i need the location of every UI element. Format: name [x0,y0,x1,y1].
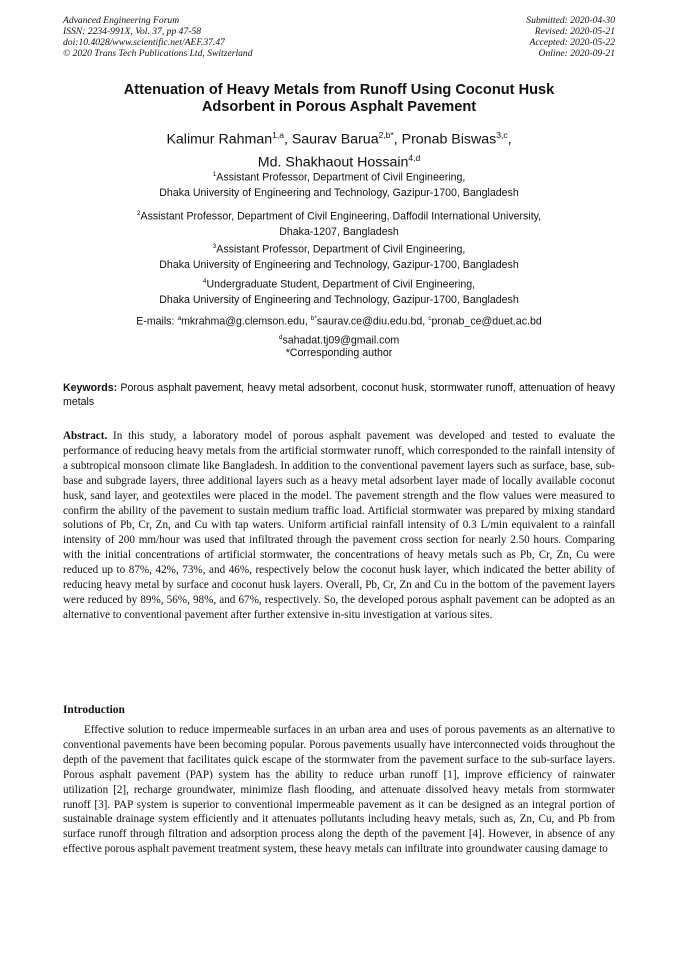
affiliation-sup: 4 [202,278,207,285]
affiliation-4 [40,274,638,308]
author-list: Kalimur Rahman$^{1,a}$, Saurav Barua$^{2,b*}$, Pronab Biswas$^{3,c}$, Md. Shakhaout Hossain$^{4,d}$ [166,130,512,171]
paper-title-line2: Adsorbent in Porous Asphalt Pavement [201,99,477,115]
email-sup: d [278,333,283,341]
keywords-section [63,381,615,409]
affiliation-sup: 3 [212,243,217,250]
keywords-text: Porous asphalt pavement, heavy metal adsorbent, coconut husk, stormwater runoff, attenuation of heavy metals [63,382,615,408]
affiliation-3 [40,239,638,273]
affiliation-line: Assistant Professor, Department of Civil Engineering, [216,243,466,256]
author-separator: , [393,131,402,148]
journal-name: Advanced Engineering Forum [63,15,180,26]
author-sup: 1,a [272,130,284,140]
author-name: Pronab Biswas [401,131,497,148]
author-name: Saurav Barua [291,131,379,148]
affiliation-sup: 2 [136,210,141,217]
abstract-section [63,429,615,623]
paper-title [60,82,618,116]
email-address[interactable]: saurav.ce@diu.edu.bd, [316,315,429,328]
section-heading-introduction: Introduction [63,704,125,716]
date-revised: Revised: 2020-05-21 [534,26,615,37]
affiliation-line: Assistant Professor, Department of Civil Engineering, [216,171,466,184]
affiliation-1 [40,167,638,201]
author-sup: 2,b* [378,130,394,140]
affiliation-line: Assistant Professor, Department of Civil Engineering, Daffodil International University, [140,210,542,223]
email-sup: b* [310,315,317,322]
affiliation-sup: 1 [212,171,217,178]
affiliation-line: Dhaka-1207, Bangladesh [279,225,399,238]
author-name: Md. Shakhaout Hossain [257,154,409,171]
date-submitted: Submitted: 2020-04-30 [526,15,615,26]
paper-title-line1: Attenuation of Heavy Metals from Runoff Using Coconut Husk [123,82,555,98]
affiliation-line: Dhaka University of Engineering and Technology, Gazipur-1700, Bangladesh [159,186,519,199]
affiliation-2 [40,206,638,240]
email-address[interactable]: mkrahma@g.clemson.edu, [181,315,311,328]
date-accepted: Accepted: 2020-05-22 [529,37,615,48]
email-address[interactable]: sahadat.tj09@gmail.com [282,334,400,347]
author-separator: , [283,131,292,148]
submission-dates [526,15,615,59]
email-list [40,311,638,348]
email-sup: c [428,315,432,322]
abstract-text: In this study, a laboratory model of porous asphalt pavement was developed and tested to evaluate the performance of reducing heavy metals from the artificial stormwater runoff, which corresponded to the rainfall intensity of a subtropical monsoon climate like Bangladesh. In addition to the conventional pavement layers such as surface, base, sub-base and subgrade layers, three additional layers such as a heavy metal adsorbent layer made of locally available coconut husk, sand layer, and geotextiles were placed in the model. The pavement strength and the flow values were measured to confirm the ability of the pavement to sustain medium traffic load. Artificial stormwater was prepared by mixing standard solutions of Pb, Cr, Zn, and Cu with tap waters. Uniform artificial rainfall intensity of 0.3 L/min equivalent to a rainfall intensity of 200 mm/hour was used that infiltrated through the pavement cross section for nearly 2.50 hours. Comparing with the initial concentrations of artificial stormwater, the concentrations of heavy metals such as Pb, Cr, Zn, Cu were reduced up to 87%, 42%, 73%, and 46%, respectively below the coconut husk layer, which indicated the better ability of reducing heavy metal by surface and coconut husk layers. Overall, Pb, Cr, Zn and Cu in the bottom of the pavement layers were reduced by 89%, 56%, 98%, and 67%, respectively. So, the developed porous asphalt pavement can be adopted as an alternative to conventional pavement after further extensive in-situ investigation at various sites. [63,430,615,621]
journal-doi: doi:10.4028/www.scientific.net/AEF.37.47 [63,37,225,48]
email-label: E-mails: [136,315,178,328]
affiliation-line: Undergraduate Student, Department of Civil Engineering, [206,278,476,291]
email-sup: a [177,315,182,322]
journal-issn: ISSN: 2234-991X, Vol. 37, pp 47-58 [63,26,202,37]
date-online: Online: 2020-09-21 [538,48,615,59]
abstract-label: Abstract. [63,430,108,442]
journal-info [63,15,253,59]
introduction-paragraph: Effective solution to reduce impermeable surfaces in an urban area and uses of porous pavements as an alternative to conventional pavements have been becoming popular. Porous pavements usually have interconnected voids throughout the depth of the pavement that facilitates quick escape of the stormwater from the pavement surface to the sub-surface layers. Porous asphalt pavement (PAP) system has the ability to reduce urban runoff [1], improve efficiency of rainwater utilization [2], recharge groundwater, minimize flash flooding, and attenuate dissolved heavy metals from stormwater runoff [3]. PAP system is superior to conventional impermeable pavement as it can be designed as an integral portion of sustainable drainage system efficiently and it attenuates pollutants including heavy metals, such as, Zn, Cu, and Pb from surface runoff through filtration and adsorption process along the depth of the pavement [4]. However, in absence of any effective porous asphalt pavement treatment system, these heavy metals can infiltrate into groundwater causing damage to [63,724,615,856]
affiliation-line: Dhaka University of Engineering and Technology, Gazipur-1700, Bangladesh [159,293,519,306]
journal-copyright: © 2020 Trans Tech Publications Ltd, Switzerland [63,48,253,59]
author-sup: 4,d [408,152,421,163]
keywords-label: Keywords: [63,382,118,394]
author-sup: 3,c [496,130,508,140]
email-address[interactable]: pronab_ce@duet.ac.bd [431,315,542,328]
affiliation-line: Dhaka University of Engineering and Technology, Gazipur-1700, Bangladesh [159,258,519,271]
corresponding-author-note: *Corresponding author [285,347,393,359]
author-name: Kalimur Rahman [166,131,273,148]
